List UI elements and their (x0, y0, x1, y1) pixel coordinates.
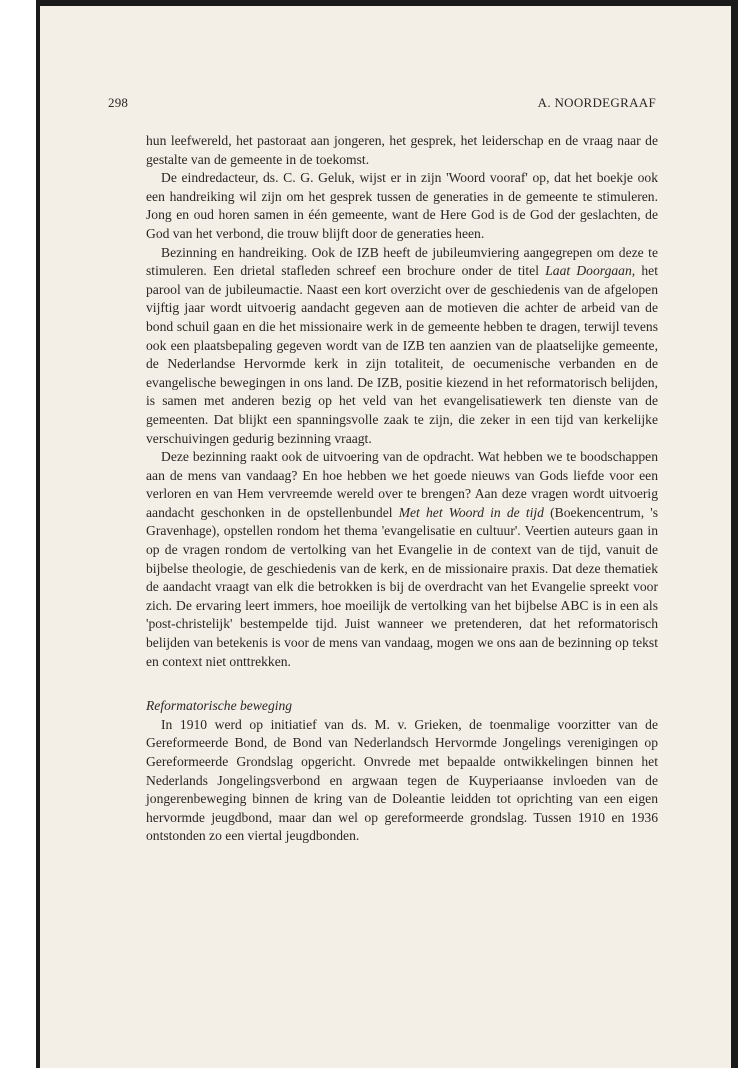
page-number: 298 (108, 95, 129, 110)
paragraph-3 (146, 244, 658, 449)
paragraph-4-part-b: (Boekencentrum, 's Gravenhage), opstellen rondom het thema 'evangelisatie en cultuur'. Veertien auteurs gaan in op de vragen rondom de vertolking van het Evangelie in de context van de tijd, vanuit de bijbelse theologie, de geschiedenis van de kerk, en de missionaire praxis. Dat deze thematiek de aandacht vraagt van elk die betrokken is bij de overdracht van het Evangelie spreekt voor zich. De ervaring leert immers, hoe moeilijk de vertolking van het bijbelse ABC is in een als 'post-christelijk' bestempelde tijd. Juist wanneer we pretenderen, dat het reformatorisch belijden van betekenis is voor de mens van vandaag, mogen we ons aan de bezinning op tekst en context niet onttrekken. (146, 504, 658, 669)
running-head-author: A. NOORDEGRAAF (537, 95, 656, 110)
brochure-title: Laat Doorgaan, (545, 263, 636, 279)
paragraph-4 (146, 448, 658, 671)
running-header (108, 94, 656, 112)
section-heading: Reformatorische beweging (146, 698, 293, 714)
scan-border-right (731, 0, 738, 1068)
paragraph-3-part-b: het parool van de jubileumactie. Naast een kort overzicht over de geschiedenis van de afgelopen vijftig jaar wordt uitvoerig aandacht gegeven aan de motieven die achter de arbeid van de bond schuil gaan en die het missionaire werk in de gemeente hebben te dragen, terwijl tevens ook een plaatsbepaling gegeven wordt van de IZB ten aanzien van de plaatselijke gemeente, de Nederlandse Hervormde kerk in zijn totaliteit, de oecumenische verbanden en de evangelische bewegingen in ons land. De IZB, positie kiezend in het reformatorisch belijden, is samen met anderen bezig op het veld van het evangelisatiewerk ten dienste van de gemeenten. Dat blijkt een spanningsvolle zaak te zijn, die zeker in een tijd van kerkelijke verschuivingen gedurig bezinning vraagt. (146, 263, 658, 446)
paragraph-2: De eindredacteur, ds. C. G. Geluk, wijst er in zijn 'Woord vooraf' op, dat het boekje ook een handreiking wil zijn om het gesprek tussen de generaties in de gemeente te stimuleren. Jong en oud horen samen in één gemeente, want de Here God is de God der geslachten, de God van het verbond, die trouw blijft door de generaties heen. (146, 170, 658, 241)
paragraph-5: In 1910 werd op initiatief van ds. M. v. Grieken, de toenmalige voorzitter van de Gereformeerde Bond, de Bond van Nederlandsch Hervormde Jongelings verenigingen op Gereformeerde Grondslag opgericht. Onvrede met bepaalde ontwikkelingen binnen het Nederlands Jongelingsverbond en argwaan tegen de Kuyperiaanse invloeden van de jongerenbeweging binnen de kring van de Doleantie leidden tot oprichting van een eigen hervormde jeugdbond, maar dan wel op gereformeerde grondslag. Tussen 1910 en 1936 ontstonden zo een viertal jeugdbonden. (146, 716, 658, 844)
paragraph-3-part-a: Bezinning en handreiking. Ook de IZB heeft de jubileumviering aangegrepen om deze te stimuleren. Een drietal stafleden schreef een brochure onder de titel (146, 244, 658, 279)
body-text (146, 132, 658, 846)
paragraph-4-part-a: Deze bezinning raakt ook de uitvoering van de opdracht. Wat hebben we te boodschappen aan de mens van vandaag? En hoe hebben we het goede nieuws van Gods liefde voor een verloren en van Hem vervreemde wereld over te brengen? Aan deze vragen wordt uitvoerig aandacht geschonken in de opstellenbundel (146, 449, 658, 520)
paragraph-1: hun leefwereld, het pastoraat aan jongeren, het gesprek, het leiderschap en de vraag naar de gestalte van de gemeente in de toekomst. (146, 133, 658, 167)
book-title: Met het Woord in de tijd (398, 504, 544, 520)
